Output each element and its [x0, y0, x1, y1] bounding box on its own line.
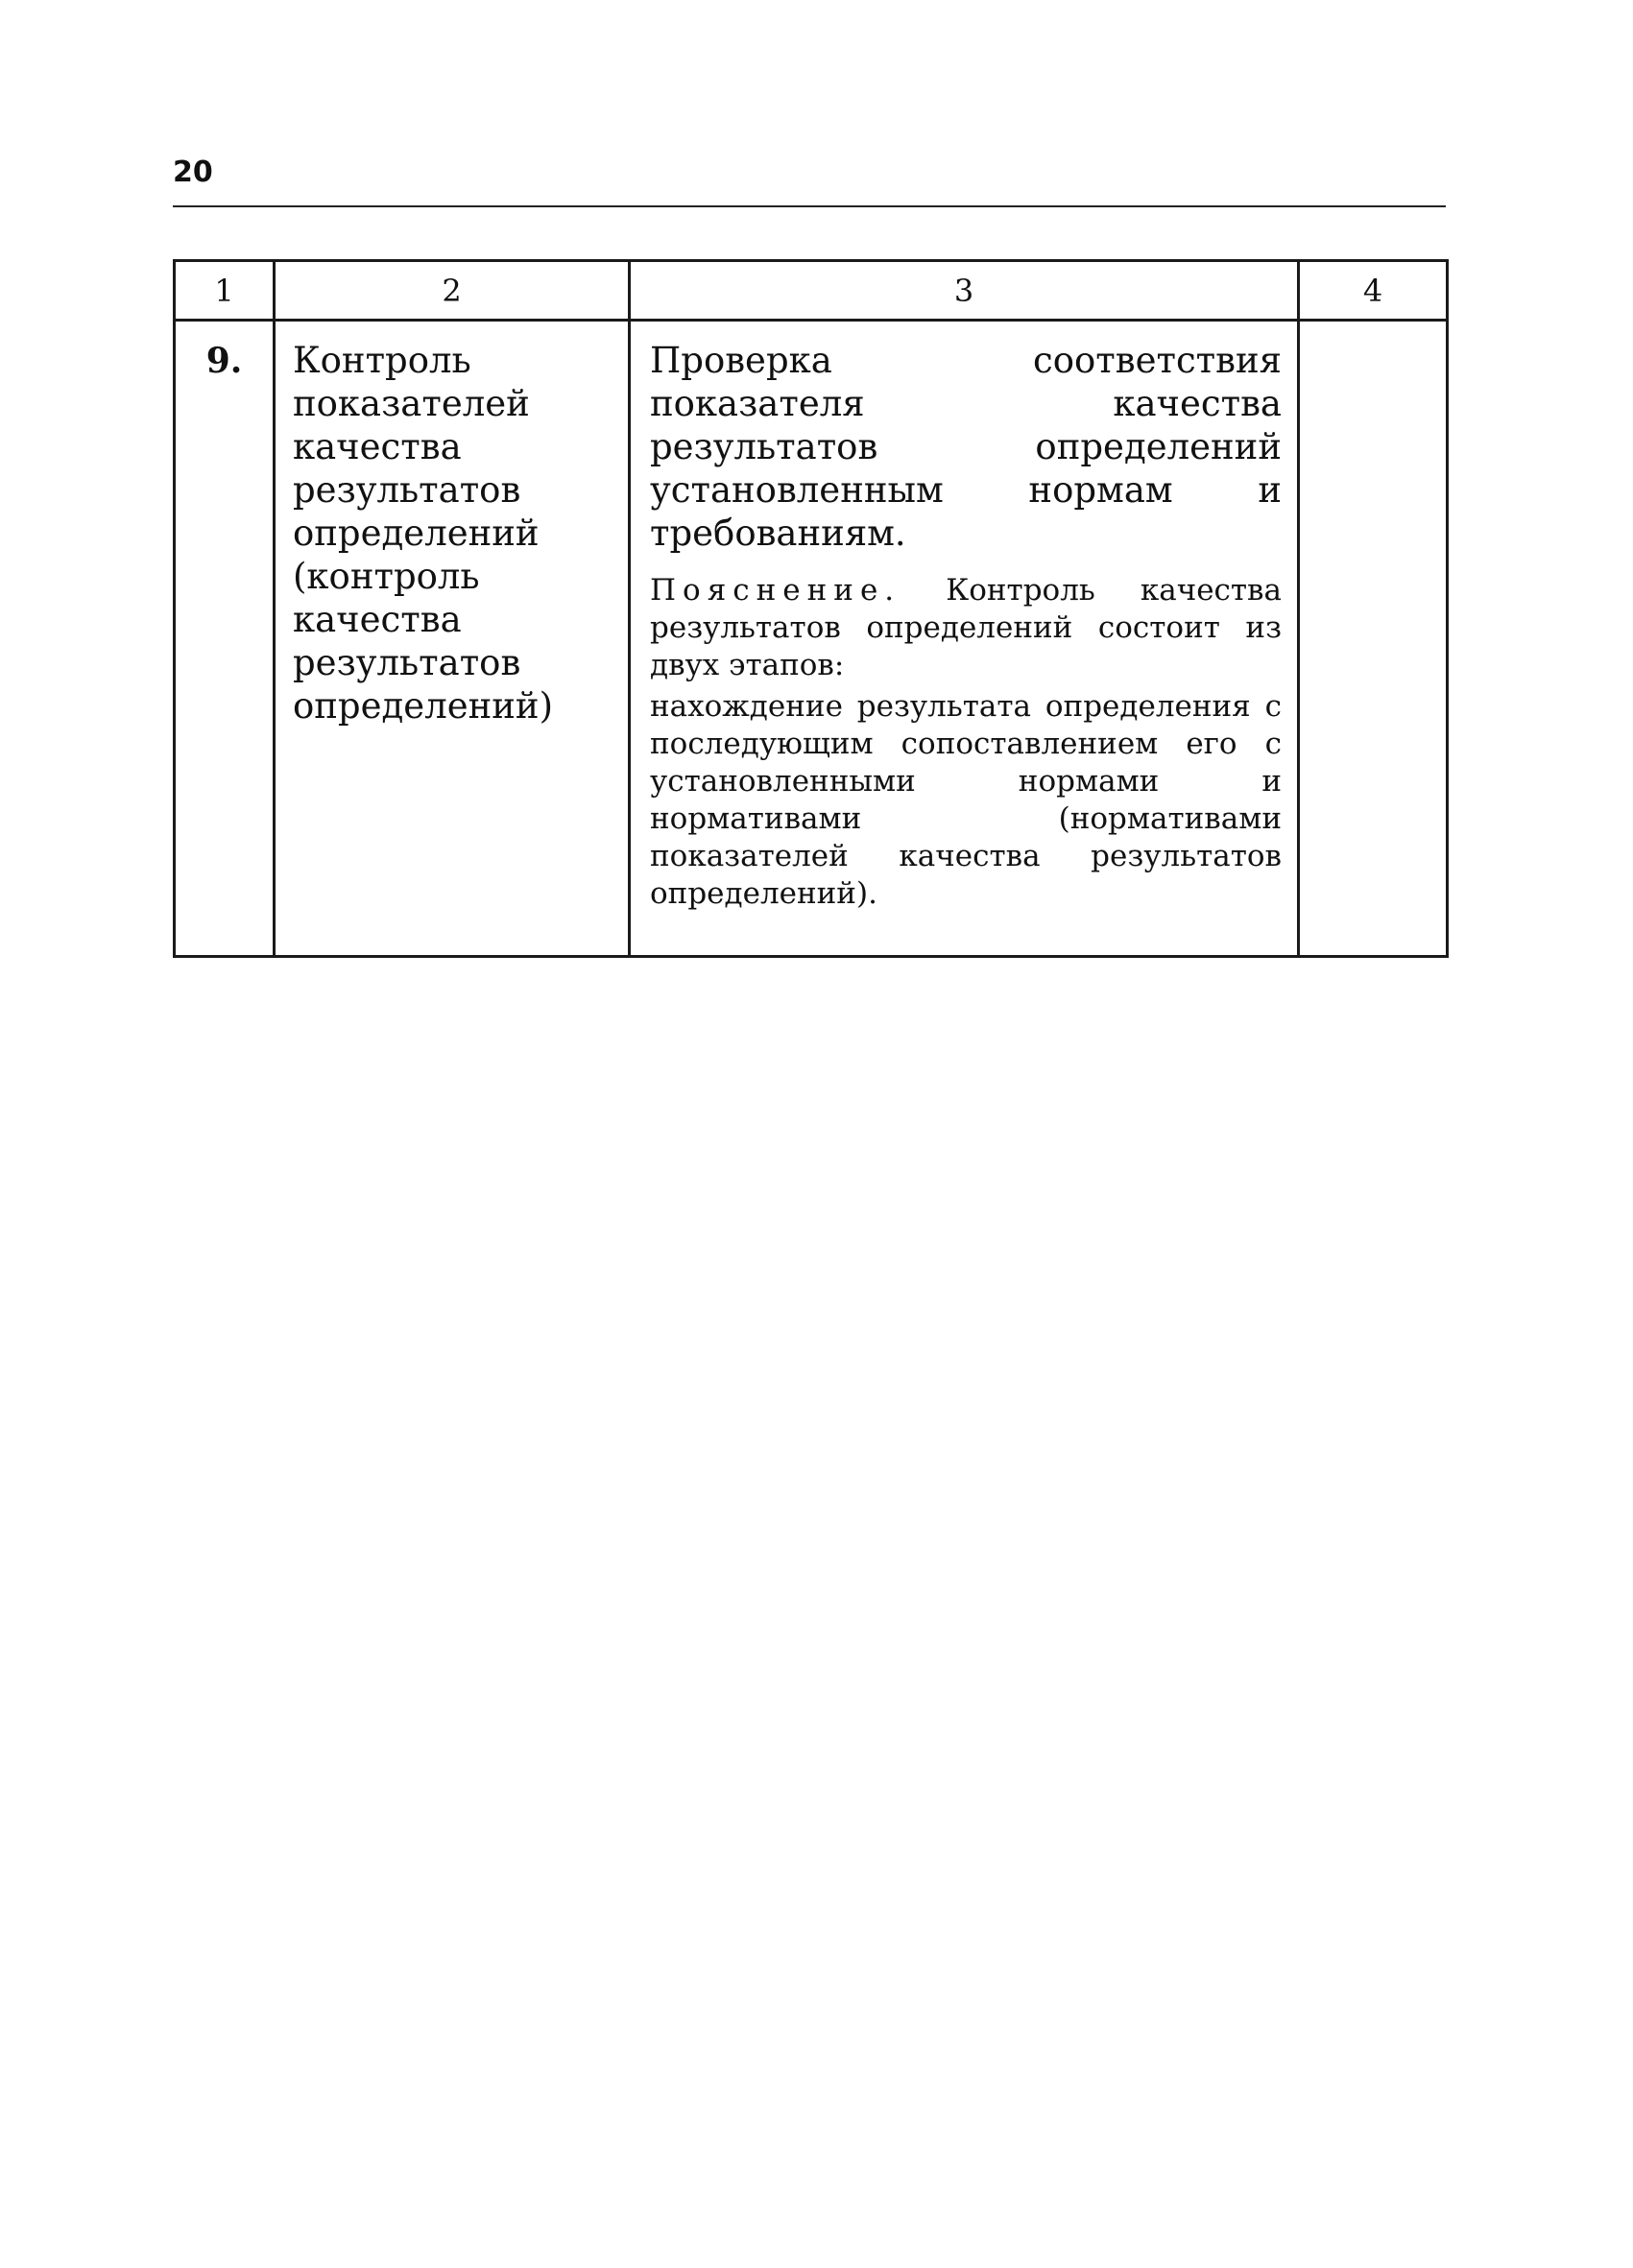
note-intro: Контроль качества результатов определений состоит из двух этапов:: [650, 573, 1282, 682]
definition-cell: [630, 321, 1299, 957]
row-number: 9.: [175, 321, 275, 957]
header-row: [175, 261, 1448, 321]
note-label: Пояснение.: [650, 573, 901, 608]
header-rule: [173, 205, 1446, 207]
column-header-2: 2: [275, 261, 630, 321]
definition-text: Проверка соответствия показателя качества результатов определений установленным нормам и требованиям.: [650, 340, 1282, 554]
table-row: [175, 321, 1448, 957]
column-header-3: 3: [630, 261, 1299, 321]
note-detail: нахождение результата определения с последующим сопоставлением его с установленными нормами и нормативами (нормативами показателей качества результатов определений).: [650, 689, 1282, 911]
column-header-1: 1: [175, 261, 275, 321]
note-paragraph: [650, 572, 1282, 684]
column4-cell: [1299, 321, 1448, 957]
page-number: 20: [173, 155, 213, 189]
terms-table: [173, 259, 1449, 958]
column-header-4: 4: [1299, 261, 1448, 321]
term-cell: Контроль показателей качества результатов определений (контроль качества результатов определений): [275, 321, 630, 957]
